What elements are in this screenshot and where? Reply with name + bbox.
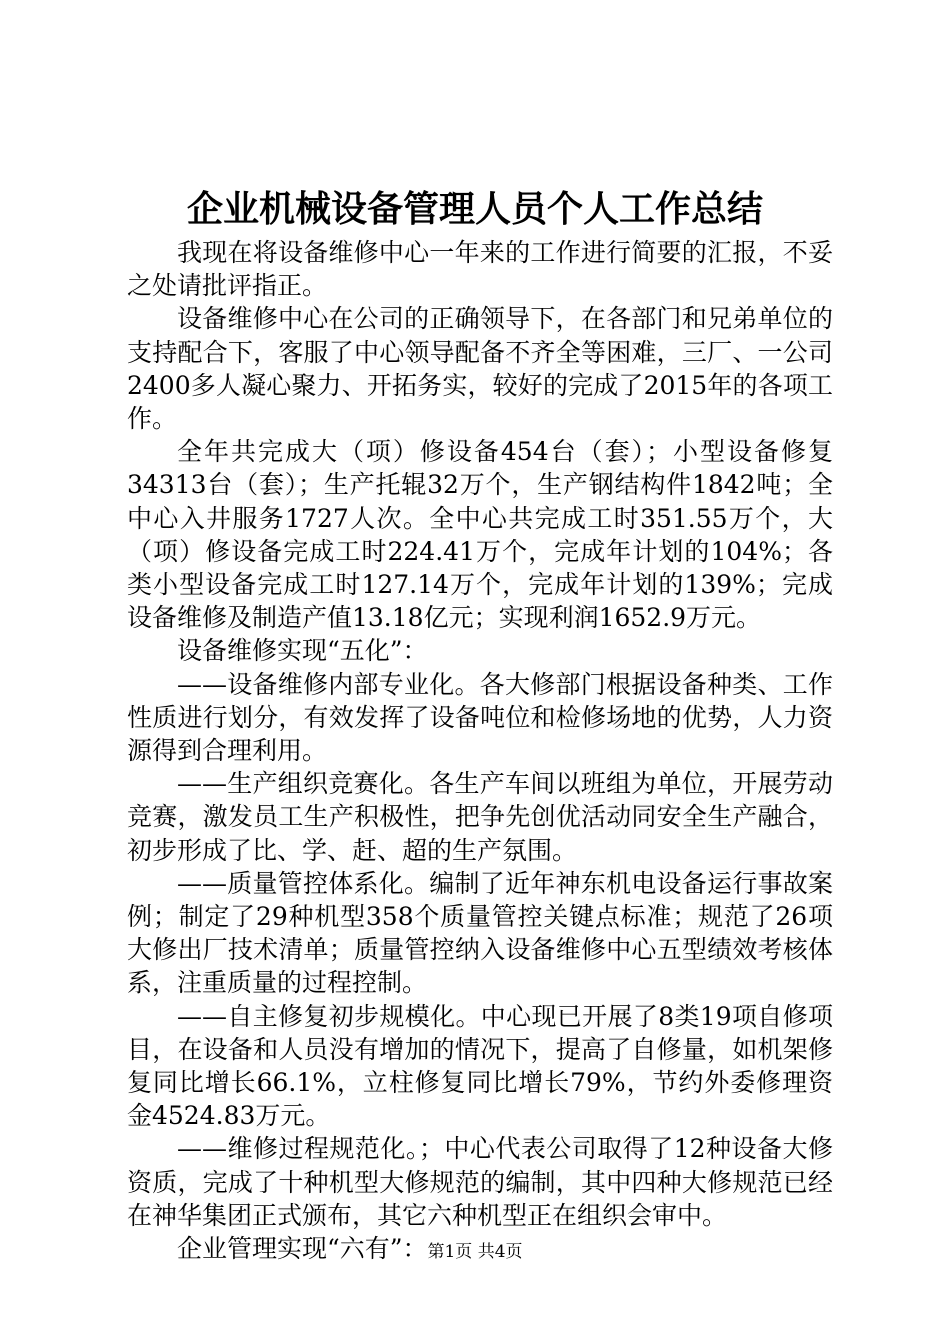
paragraph: ——质量管控体系化。编制了近年神东机电设备运行事故案例；制定了29种机型358个质量管控关键点标准；规范了26项大修出厂技术清单；质量管控纳入设备维修中心五型绩效考核体系，注重质量的过程控制。 bbox=[127, 868, 833, 998]
document-body bbox=[127, 236, 833, 1265]
page-number-footer: 第1页 共4页 bbox=[427, 1242, 523, 1262]
paragraph: 设备维修中心在公司的正确领导下，在各部门和兄弟单位的支持配合下，客服了中心领导配备不齐全等困难，三厂、一公司2400多人凝心聚力、开拓务实，较好的完成了2015年的各项工作。 bbox=[127, 304, 833, 434]
paragraph: 我现在将设备维修中心一年来的工作进行简要的汇报，不妥之处请批评指正。 bbox=[127, 238, 833, 301]
paragraph: ——生产组织竞赛化。各生产车间以班组为单位，开展劳动竞赛，激发员工生产积极性，把争先创优活动同安全生产融合，初步形成了比、学、赶、超的生产氛围。 bbox=[127, 769, 833, 865]
paragraph: ——维修过程规范化。；中心代表公司取得了12种设备大修资质，完成了十种机型大修规范的编制，其中四种大修规范已经在神华集团正式颁布，其它六种机型正在组织会审中。 bbox=[127, 1134, 833, 1230]
document-title: 企业机械设备管理人员个人工作总结 bbox=[186, 188, 763, 230]
paragraph: 全年共完成大（项）修设备454台（套）；小型设备修复34313台（套）；生产托辊32万个，生产钢结构件1842吨；全中心入井服务1727人次。全中心共完成工时351.55万个，大（项）修设备完成工时224.41万个，完成年计划的104%；各类小型设备完成工时127.14万个，完成年计划的139%；完成设备维修及制造产值13.18亿元；实现利润1652.9万元。 bbox=[127, 437, 833, 633]
paragraph: ——自主修复初步规模化。中心现已开展了8类19项自修项目，在设备和人员没有增加的情况下，提高了自修量，如机架修复同比增长66.1%，立柱修复同比增长79%，节约外委修理资金4524.83万元。 bbox=[127, 1001, 833, 1131]
paragraph: 企业管理实现“六有”： bbox=[177, 1234, 428, 1264]
paragraph: 设备维修实现“五化”： bbox=[177, 636, 428, 666]
paragraph: ——设备维修内部专业化。各大修部门根据设备种类、工作性质进行划分，有效发挥了设备吨位和检修场地的优势，人力资源得到合理利用。 bbox=[127, 669, 833, 766]
